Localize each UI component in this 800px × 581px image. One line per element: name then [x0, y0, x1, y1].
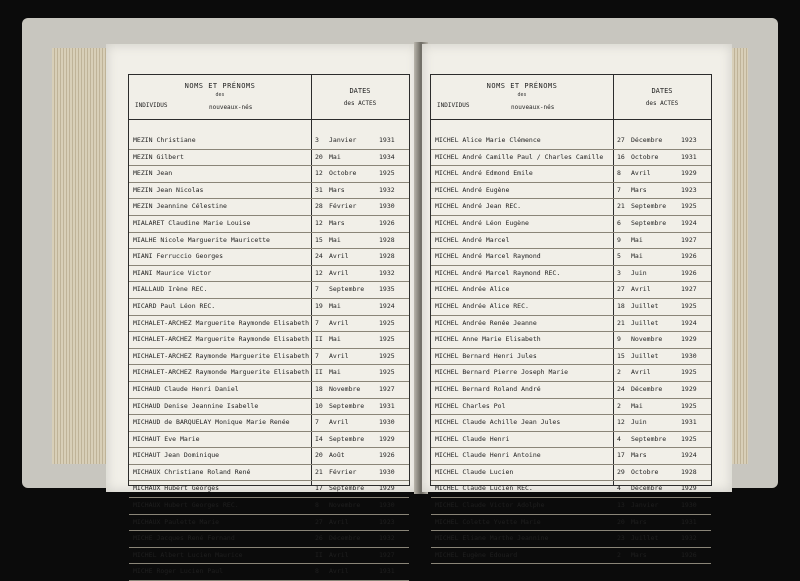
- entry-name: MICHEL Bernard Henri Jules: [435, 351, 537, 360]
- entry-name: MIALHE Nicole Marguerite Mauricette: [133, 235, 270, 244]
- table-row: [431, 332, 711, 349]
- entry-name: MEZIN Jeannine Célestine: [133, 202, 227, 211]
- entry-year: 1925: [681, 368, 697, 377]
- entry-year: 1926: [681, 252, 697, 261]
- entry-name: MICHAUD Denise Jeannine Isabelle: [133, 401, 259, 410]
- entry-month: Janvier: [329, 136, 357, 144]
- table-row: [129, 266, 409, 283]
- entry-day: 17: [315, 484, 323, 493]
- entry-month: Septembre: [329, 434, 365, 443]
- entry-year: 1924: [379, 301, 395, 310]
- names-title: NOMS ET PRÉNOMS: [184, 82, 256, 90]
- entry-year: 1929: [681, 484, 697, 493]
- entry-month: Décembre: [329, 534, 361, 543]
- dates-sub: des ACTES: [645, 100, 679, 107]
- entry-month: Juillet: [631, 318, 659, 327]
- entry-day: 8: [315, 501, 319, 510]
- entry-day: 10: [315, 401, 323, 410]
- table-row: [431, 498, 711, 515]
- entry-name: MEZIN Jean: [133, 169, 173, 178]
- entry-year: 1925: [681, 202, 697, 211]
- left-page: [106, 44, 418, 576]
- entry-year: 1927: [681, 235, 697, 244]
- names-nouveaux: nouveaux-nés: [511, 104, 555, 111]
- entry-month: Mai: [329, 235, 341, 244]
- entry-day: 2: [617, 550, 621, 559]
- entry-name: MICHEL André Léon Eugène: [435, 218, 529, 227]
- entry-year: 1929: [379, 484, 395, 493]
- table-row: [431, 282, 711, 299]
- entry-month: Septembre: [631, 202, 667, 211]
- entry-month: Avril: [329, 567, 349, 576]
- entry-day: 6: [617, 218, 621, 227]
- entry-year: 1931: [379, 136, 395, 144]
- table-row: [129, 166, 409, 183]
- entry-month: Avril: [631, 169, 651, 178]
- entry-name: MICHEL Claude Victor Adolphe: [435, 501, 545, 510]
- entry-year: 1925: [379, 368, 395, 377]
- table-row: [129, 199, 409, 216]
- entry-year: 1929: [681, 335, 697, 344]
- entry-day: 7: [315, 318, 319, 327]
- entry-day: 12: [315, 169, 323, 178]
- entry-name: MICHEL André Camille Paul / Charles Camille: [435, 152, 604, 161]
- entry-name: MICHAUX Hubert Georges: [133, 484, 220, 493]
- entry-month: Novembre: [329, 384, 361, 393]
- table-row: [431, 166, 711, 183]
- entry-month: Septembre: [329, 484, 365, 493]
- entry-month: Mai: [631, 401, 643, 410]
- dates-title: DATES: [349, 87, 371, 95]
- entry-name: MEZIN Gilbert: [133, 152, 184, 161]
- entry-year: 1925: [681, 401, 697, 410]
- table-row: [129, 349, 409, 366]
- entry-name: MICHALET-ARCHEZ Marguerite Raymonde Elisabeth: [133, 335, 310, 344]
- entry-year: 1930: [379, 501, 395, 510]
- entry-year: 1934: [379, 152, 395, 161]
- table-header: [129, 75, 409, 120]
- entry-name: MICHEL Claude Lucien REC.: [435, 484, 533, 493]
- entry-year: 1925: [681, 301, 697, 310]
- entry-name: MICHEL Claude Achille Jean Jules: [435, 418, 561, 427]
- table-row: [431, 316, 711, 333]
- entry-name: MICHAUD de BARQUELAY Monique Marie Renée: [133, 418, 290, 427]
- entry-year: 1926: [681, 268, 697, 277]
- entry-day: 21: [617, 318, 625, 327]
- entry-name: MICHEL Claude Henri Antoine: [435, 451, 541, 460]
- entry-name: MICHEL André Edmond Emile: [435, 169, 533, 178]
- entry-month: Mars: [631, 517, 647, 526]
- entries-left: [129, 133, 409, 581]
- table-row: [129, 498, 409, 515]
- entry-month: Mai: [329, 368, 341, 377]
- entry-day: 5: [617, 252, 621, 261]
- entry-day: 28: [315, 202, 323, 211]
- table-row: [129, 299, 409, 316]
- entry-month: Septembre: [631, 434, 667, 443]
- table-row: [129, 415, 409, 432]
- entry-name: MICHEL Andrée Alice: [435, 285, 510, 294]
- entry-name: MICHAUX Hubert Georges REC.: [133, 501, 239, 510]
- entry-day: 7: [315, 418, 319, 427]
- entry-year: 1925: [379, 335, 395, 344]
- entry-name: MICHEL Eugène Edouard: [435, 550, 518, 559]
- entry-year: 1927: [379, 384, 395, 393]
- entry-day: 24: [315, 252, 323, 261]
- entry-name: MICHEL Alice Marie Clémence: [435, 136, 541, 144]
- table-row: [431, 133, 711, 150]
- table-row: [431, 448, 711, 465]
- entry-month: Mai: [631, 252, 643, 261]
- entry-name: MICARD Paul Léon REC.: [133, 301, 216, 310]
- table-row: [129, 183, 409, 200]
- names-title: NOMS ET PRÉNOMS: [486, 82, 558, 90]
- entry-name: MICHAUD Claude Henri Daniel: [133, 384, 239, 393]
- entry-month: Décembre: [631, 384, 663, 393]
- dates-column-header: [613, 75, 711, 119]
- table-row: [129, 133, 409, 150]
- names-column-header: [431, 75, 614, 119]
- entry-month: Février: [329, 202, 357, 211]
- table-row: [431, 382, 711, 399]
- table-row: [431, 299, 711, 316]
- entry-name: MIANI Maurice Victor: [133, 268, 212, 277]
- entry-month: Mai: [329, 335, 341, 344]
- entry-day: 21: [315, 467, 323, 476]
- entry-month: Avril: [329, 418, 349, 427]
- entry-day: 7: [315, 285, 319, 294]
- entry-year: 1932: [379, 534, 395, 543]
- entry-day: 2: [617, 368, 621, 377]
- entry-name: MICHEL André Eugène: [435, 185, 510, 194]
- entry-name: MICHEL Andrée Renée Jeanne: [435, 318, 537, 327]
- entry-month: Décembre: [631, 484, 663, 493]
- entry-name: MICHAUT Jean Dominique: [133, 451, 220, 460]
- entry-name: MICHEL Bernard Pierre Joseph Marie: [435, 368, 569, 377]
- entry-name: MICHEL André Marcel Raymond REC.: [435, 268, 561, 277]
- entry-name: MICHAUX Paulette Marie: [133, 517, 220, 526]
- entry-year: 1930: [681, 351, 697, 360]
- entry-year: 1929: [681, 169, 697, 178]
- table-row: [431, 399, 711, 416]
- entry-day: 23: [617, 534, 625, 543]
- entry-day: 16: [617, 152, 625, 161]
- entry-year: 1931: [379, 567, 395, 576]
- entry-name: MICHE Jacques René Fernand: [133, 534, 235, 543]
- entry-day: 2: [617, 401, 621, 410]
- entry-month: Mai: [631, 235, 643, 244]
- table-header: [431, 75, 711, 120]
- entry-year: 1928: [379, 235, 395, 244]
- names-des: des: [215, 92, 225, 98]
- names-des: des: [517, 92, 527, 98]
- entry-year: 1923: [681, 185, 697, 194]
- table-row: [431, 365, 711, 382]
- table-row: [129, 365, 409, 382]
- entry-month: Avril: [329, 517, 349, 526]
- entry-month: Novembre: [631, 335, 663, 344]
- entry-month: Avril: [631, 285, 651, 294]
- table-row: [431, 150, 711, 167]
- entry-day: 4: [617, 434, 621, 443]
- entry-year: 1931: [681, 517, 697, 526]
- entry-month: Mars: [631, 451, 647, 460]
- entry-year: 1924: [681, 318, 697, 327]
- entry-month: Juin: [631, 268, 647, 277]
- entry-year: 1925: [379, 351, 395, 360]
- entry-name: MICHALET-ARCHEZ Raymonde Marguerite Elisabeth: [133, 351, 310, 360]
- entry-month: Octobre: [631, 467, 659, 476]
- entry-day: 7: [315, 351, 319, 360]
- names-column-header: [129, 75, 312, 119]
- entry-day: 4: [617, 484, 621, 493]
- entry-day: 8: [315, 567, 319, 576]
- register-table-left: [128, 74, 410, 576]
- table-row: [129, 316, 409, 333]
- table-row: [431, 199, 711, 216]
- entry-year: 1925: [681, 434, 697, 443]
- table-row: [431, 233, 711, 250]
- entry-month: Août: [329, 451, 345, 460]
- entry-year: 1929: [681, 384, 697, 393]
- table-row: [431, 548, 711, 565]
- entry-day: 17: [617, 451, 625, 460]
- entry-day: 19: [315, 301, 323, 310]
- table-row: [129, 249, 409, 266]
- entry-month: Janvier: [631, 501, 659, 510]
- entry-day: 27: [617, 136, 625, 144]
- entry-year: 1928: [681, 467, 697, 476]
- entry-month: Décembre: [631, 136, 663, 144]
- entry-name: MICHEL André Marcel Raymond: [435, 252, 541, 261]
- names-individus: INDIVIDUS: [437, 102, 470, 109]
- entry-name: MICHEL Anne Marie Elisabeth: [435, 335, 541, 344]
- entry-name: MICHEL Albert Lucien Maurice: [133, 550, 243, 559]
- entry-name: MICHEL Claude Henri: [435, 434, 510, 443]
- entry-day: 20: [617, 517, 625, 526]
- entry-year: 1930: [379, 418, 395, 427]
- entry-day: 3: [617, 268, 621, 277]
- table-row: [431, 415, 711, 432]
- entry-year: 1927: [681, 285, 697, 294]
- entry-day: II: [315, 335, 323, 344]
- entry-month: Juin: [631, 418, 647, 427]
- table-row: [129, 216, 409, 233]
- entry-day: 24: [617, 384, 625, 393]
- entry-name: MICHEL Claude Lucien: [435, 467, 514, 476]
- entry-day: I4: [315, 434, 323, 443]
- table-row: [431, 432, 711, 449]
- entry-name: MIALARET Claudine Marie Louise: [133, 218, 251, 227]
- right-page: [422, 44, 732, 559]
- entry-month: Juillet: [631, 534, 659, 543]
- entry-year: 1929: [379, 434, 395, 443]
- entry-year: 1926: [379, 451, 395, 460]
- entry-year: 1926: [379, 218, 395, 227]
- entry-day: 26: [315, 534, 323, 543]
- entry-day: 27: [617, 285, 625, 294]
- entry-name: MICHE Roger Lucien Paul: [133, 567, 224, 576]
- entry-month: Novembre: [329, 501, 361, 510]
- table-row: [431, 266, 711, 283]
- table-row: [129, 282, 409, 299]
- entry-month: Mars: [631, 185, 647, 194]
- entry-name: MIALLAUD Irène REC.: [133, 285, 208, 294]
- entry-day: 12: [617, 418, 625, 427]
- table-row: [129, 548, 409, 565]
- entry-day: 9: [617, 235, 621, 244]
- page-edges-left: [52, 48, 110, 464]
- entry-year: 1924: [681, 218, 697, 227]
- entry-year: 1932: [379, 268, 395, 277]
- table-row: [129, 399, 409, 416]
- entry-name: MICHEL André Marcel: [435, 235, 510, 244]
- dates-column-header: [311, 75, 409, 119]
- table-row: [431, 481, 711, 498]
- entry-day: 3: [315, 136, 319, 144]
- entry-day: 18: [617, 301, 625, 310]
- entry-day: 20: [315, 451, 323, 460]
- table-row: [129, 332, 409, 349]
- entry-year: 1923: [379, 517, 395, 526]
- entry-year: 1925: [379, 169, 395, 178]
- table-row: [431, 249, 711, 266]
- entry-name: MICHAUX Christiane Roland René: [133, 467, 251, 476]
- names-nouveaux: nouveaux-nés: [209, 104, 253, 111]
- entry-day: 7: [617, 185, 621, 194]
- entry-year: 1930: [379, 202, 395, 211]
- entry-year: 1930: [681, 501, 697, 510]
- table-row: [129, 432, 409, 449]
- table-row: [431, 216, 711, 233]
- entry-year: 1931: [379, 401, 395, 410]
- entry-year: 1930: [379, 467, 395, 476]
- table-row: [431, 515, 711, 532]
- entry-month: Avril: [329, 550, 349, 559]
- entries-right: [431, 133, 711, 564]
- table-row: [129, 448, 409, 465]
- entry-name: MICHEL Eliane Marthe Jeannine: [435, 534, 549, 543]
- entry-name: MICHALET-ARCHEZ Raymonde Marguerite Elisabeth: [133, 368, 310, 377]
- entry-name: MIANI Ferruccio Georges: [133, 252, 224, 261]
- entry-day: 8: [617, 169, 621, 178]
- entry-month: Mai: [329, 301, 341, 310]
- entry-month: Septembre: [329, 285, 365, 294]
- entry-year: 1931: [681, 152, 697, 161]
- entry-name: MICHEL Colette Yvette Marie: [435, 517, 541, 526]
- entry-name: MICHEL Andrée Alice REC.: [435, 301, 529, 310]
- entry-day: II: [315, 368, 323, 377]
- entry-month: Avril: [329, 268, 349, 277]
- table-row: [129, 465, 409, 482]
- entry-day: 20: [315, 152, 323, 161]
- entry-month: Avril: [631, 368, 651, 377]
- entry-month: Avril: [329, 318, 349, 327]
- entry-year: 1927: [379, 550, 395, 559]
- entry-day: 21: [617, 202, 625, 211]
- entry-month: Février: [329, 467, 357, 476]
- entry-month: Avril: [329, 351, 349, 360]
- names-individus: INDIVIDUS: [135, 102, 168, 109]
- entry-year: 1923: [681, 136, 697, 144]
- entry-name: MICHAUT Eve Marie: [133, 434, 200, 443]
- table-row: [129, 382, 409, 399]
- entry-month: Septembre: [631, 218, 667, 227]
- entry-year: 1935: [379, 285, 395, 294]
- table-row: [129, 564, 409, 581]
- dates-title: DATES: [651, 87, 673, 95]
- entry-year: 1932: [681, 534, 697, 543]
- entry-month: Septembre: [329, 401, 365, 410]
- entry-day: 13: [617, 501, 625, 510]
- entry-day: 12: [315, 268, 323, 277]
- entry-month: Avril: [329, 252, 349, 261]
- entry-month: Mars: [631, 550, 647, 559]
- entry-month: Mai: [329, 152, 341, 161]
- entry-month: Octobre: [631, 152, 659, 161]
- entry-month: Juillet: [631, 301, 659, 310]
- entry-month: Mars: [329, 185, 345, 194]
- entry-month: Octobre: [329, 169, 357, 178]
- table-row: [129, 515, 409, 532]
- entry-name: MICHEL André Jean REC.: [435, 202, 522, 211]
- entry-name: MICHEL Charles Pol: [435, 401, 506, 410]
- table-row: [431, 465, 711, 482]
- entry-year: 1925: [379, 318, 395, 327]
- entry-year: 1932: [379, 185, 395, 194]
- table-row: [129, 531, 409, 548]
- entry-day: 27: [315, 517, 323, 526]
- entry-day: II: [315, 550, 323, 559]
- table-row: [431, 349, 711, 366]
- entry-day: 12: [315, 218, 323, 227]
- entry-name: MICHEL Bernard Roland André: [435, 384, 541, 393]
- entry-day: 29: [617, 467, 625, 476]
- entry-year: 1928: [379, 252, 395, 261]
- table-row: [129, 150, 409, 167]
- entry-year: 1926: [681, 550, 697, 559]
- entry-day: 9: [617, 335, 621, 344]
- table-row: [431, 531, 711, 548]
- entry-year: 1924: [681, 451, 697, 460]
- entry-month: Mars: [329, 218, 345, 227]
- entry-year: 1931: [681, 418, 697, 427]
- entry-day: 31: [315, 185, 323, 194]
- entry-name: MICHALET-ARCHEZ Marguerite Raymonde Elisabeth: [133, 318, 310, 327]
- entry-name: MEZIN Jean Nicolas: [133, 185, 204, 194]
- entry-name: MEZIN Christiane: [133, 136, 196, 144]
- entry-day: 15: [617, 351, 625, 360]
- entry-month: Juillet: [631, 351, 659, 360]
- register-table-right: [430, 74, 712, 559]
- entry-day: 18: [315, 384, 323, 393]
- table-row: [431, 183, 711, 200]
- register-book: [22, 18, 778, 576]
- dates-sub: des ACTES: [343, 100, 377, 107]
- entry-day: 15: [315, 235, 323, 244]
- table-row: [129, 481, 409, 498]
- table-row: [129, 233, 409, 250]
